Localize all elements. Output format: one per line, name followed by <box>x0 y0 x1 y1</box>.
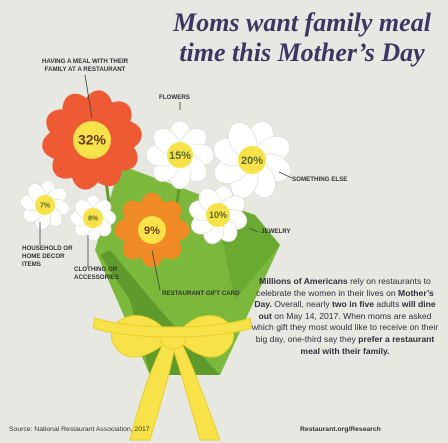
value-label-7: 7% <box>39 202 51 210</box>
label-flowers: FLOWERS <box>159 94 190 101</box>
blurb-bold-5: prefer a restaurant meal with their family. <box>300 333 435 356</box>
flower-4 <box>115 193 190 268</box>
description-text <box>250 276 440 357</box>
value-label-2: 15% <box>168 149 192 162</box>
value-label-1: 32% <box>77 131 107 148</box>
label-clothing: CLOTHING OR ACCESSORIES <box>74 266 120 281</box>
chart-title <box>164 8 440 68</box>
flower-6 <box>70 195 116 241</box>
label-something-else: SOMETHING ELSE <box>292 176 348 183</box>
label-household: HOUSEHOLD OR HOME DECOR ITEMS <box>22 245 73 268</box>
value-label-3: 20% <box>240 154 264 167</box>
blurb-bold-3: two in five <box>332 299 375 310</box>
flower-2 <box>146 121 214 189</box>
blurb-bold-1: Millions of Americans <box>259 276 348 286</box>
blurb-text-3: adults <box>374 299 402 310</box>
blurb-bold-2: Mother’s Day. <box>254 287 434 310</box>
title-line-1: Moms want family meal <box>173 8 431 37</box>
ribbon-bow <box>93 316 252 440</box>
label-gift-card: RESTAURANT GIFT CARD <box>162 290 240 297</box>
title-line-2: time this Mother’s Day <box>179 38 425 67</box>
blurb-text-2: Overall, nearly <box>271 299 333 310</box>
source-note: Source: National Restaurant Association, 2017 <box>9 426 150 433</box>
value-label-6: 8% <box>87 215 99 223</box>
value-label-4: 9% <box>144 224 160 237</box>
blurb-text-1: rely on restaurants to celebrate the women in their lives on <box>256 276 431 298</box>
blurb-bold-4: will dine out <box>258 299 436 321</box>
blurb-text-4: on May 14, 2017. When moms are asked which gift they most would like to receive on their big day, one-third say they <box>251 310 439 344</box>
value-label-5: 10% <box>208 210 228 221</box>
label-meal: HAVING A MEAL WITH THEIR FAMILY AT A RESTAURANT <box>41 58 129 73</box>
label-jewelry: JEWELRY <box>261 228 291 235</box>
flower-7 <box>19 179 71 231</box>
research-link[interactable]: Restaurant.org/Research <box>300 426 381 433</box>
